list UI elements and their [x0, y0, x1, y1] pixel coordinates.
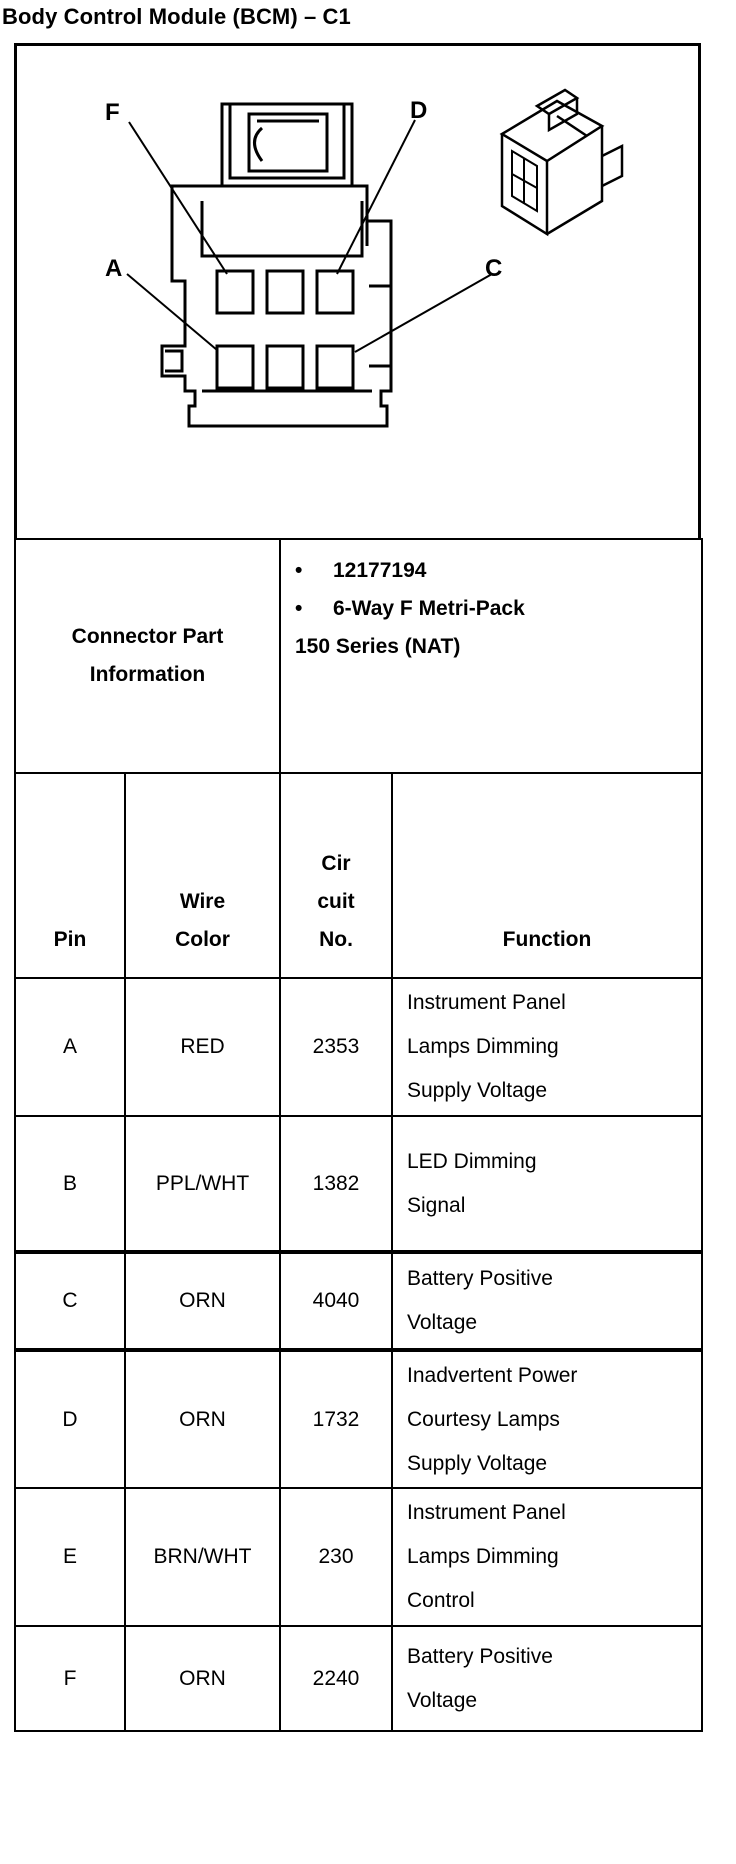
pin-rows — [15, 978, 702, 1731]
header-function: Function — [392, 773, 702, 978]
table-row — [15, 1252, 702, 1350]
wire-color-cell: ORN — [125, 1350, 280, 1488]
pin-cell: E — [15, 1488, 125, 1626]
wire-color-cell: ORN — [125, 1252, 280, 1350]
pin-cell: A — [15, 978, 125, 1116]
table-row — [15, 978, 702, 1116]
connector-face-drawing — [17, 46, 704, 541]
function-cell: Inadvertent Power Courtesy Lamps Supply Voltage — [392, 1350, 702, 1488]
header-circuit-no: Cir cuit No. — [280, 773, 392, 978]
connector-description: • 6-Way F Metri-Pack — [295, 597, 525, 620]
circuit-cell: 230 — [280, 1488, 392, 1626]
circuit-cell: 1732 — [280, 1350, 392, 1488]
pin-label-f: F — [105, 99, 120, 126]
circuit-cell: 2240 — [280, 1626, 392, 1731]
function-cell: Instrument Panel Lamps Dimming Control — [392, 1488, 702, 1626]
connector-thumbnail-icon — [502, 90, 622, 234]
pin-cell: B — [15, 1116, 125, 1252]
pin-cell: D — [15, 1350, 125, 1488]
table-row — [15, 1116, 702, 1252]
table-row — [15, 1350, 702, 1488]
table-header-row — [15, 773, 702, 978]
pin-cell: F — [15, 1626, 125, 1731]
circuit-cell: 4040 — [280, 1252, 392, 1350]
wire-color-cell: PPL/WHT — [125, 1116, 280, 1252]
connector-info-row — [15, 539, 702, 773]
function-cell: Battery Positive Voltage — [392, 1626, 702, 1731]
connector-info-label: Connector Part Information — [15, 539, 280, 773]
table-row — [15, 1626, 702, 1731]
function-cell: Battery Positive Voltage — [392, 1252, 702, 1350]
connector-series: 150 Series (NAT) — [295, 635, 461, 658]
connector-sheet — [14, 43, 701, 1856]
wire-color-cell: RED — [125, 978, 280, 1116]
function-cell: Instrument Panel Lamps Dimming Supply Voltage — [392, 978, 702, 1116]
function-cell: LED Dimming Signal — [392, 1116, 702, 1252]
table-row — [15, 1488, 702, 1626]
pin-cell: C — [15, 1252, 125, 1350]
page-title: Body Control Module (BCM) – C1 — [2, 4, 351, 29]
wire-color-cell: ORN — [125, 1626, 280, 1731]
pin-label-c: C — [485, 255, 503, 282]
pinout-table — [14, 538, 703, 1732]
wire-color-cell: BRN/WHT — [125, 1488, 280, 1626]
circuit-cell: 1382 — [280, 1116, 392, 1252]
connector-diagram — [14, 43, 701, 538]
header-pin: Pin — [15, 773, 125, 978]
circuit-cell: 2353 — [280, 978, 392, 1116]
pin-label-a: A — [105, 255, 123, 282]
part-number: • 12177194 — [295, 559, 427, 582]
connector-info-values — [280, 539, 702, 773]
header-wire-color: Wire Color — [125, 773, 280, 978]
pin-label-d: D — [410, 97, 428, 124]
